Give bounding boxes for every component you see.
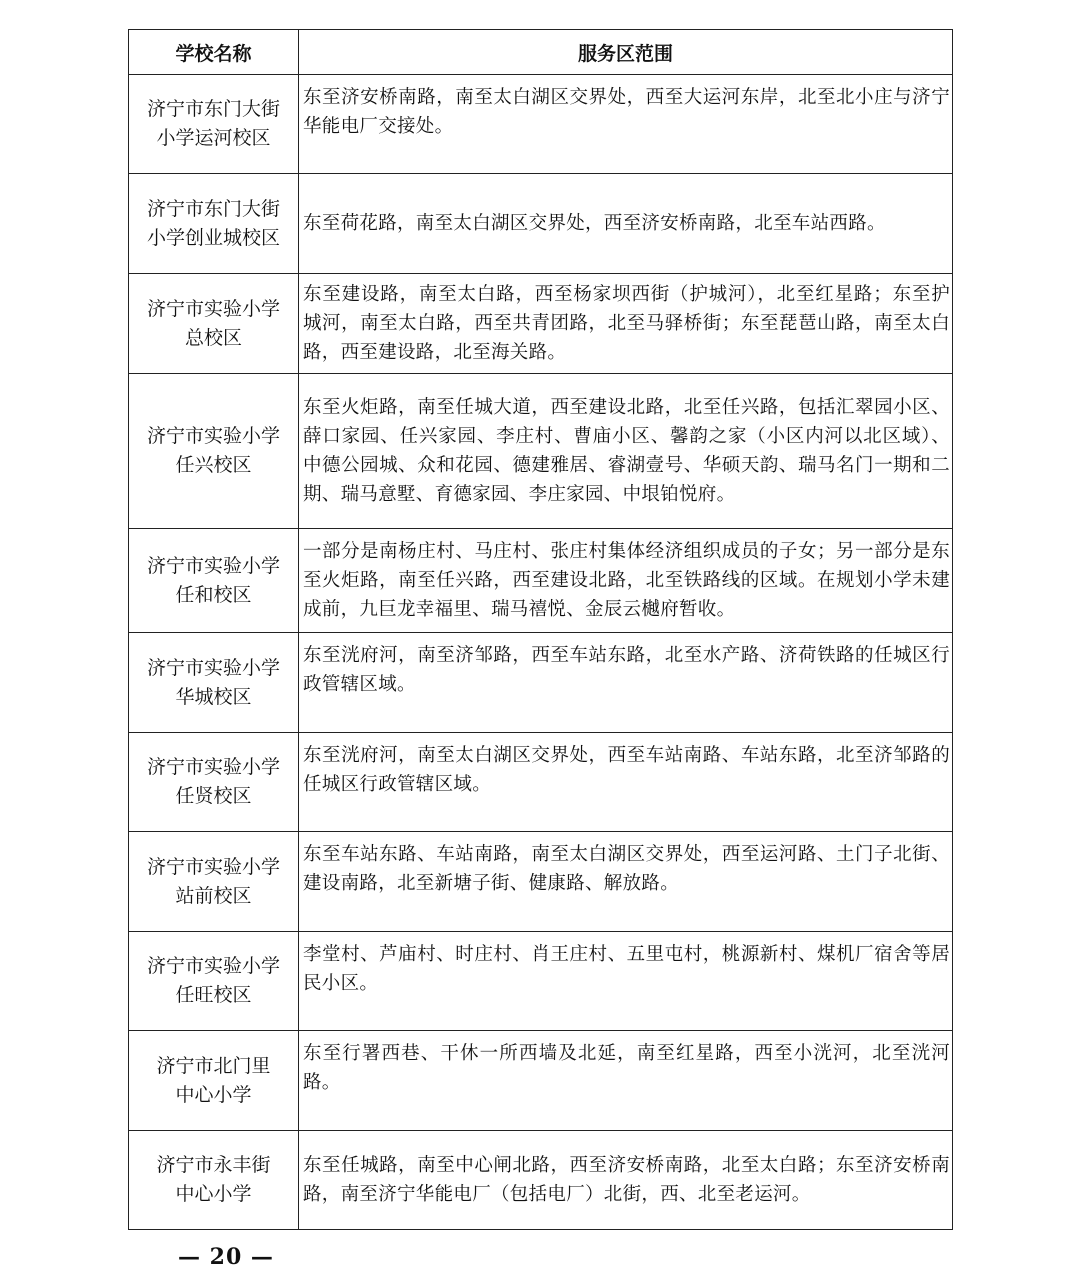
school-name-line: 任贤校区	[175, 785, 252, 807]
school-name-cell	[129, 75, 299, 174]
service-area-cell: 东至行署西巷、干休一所西墙及北延，南至红星路，西至小洸河，北至洸河路。	[299, 1031, 953, 1131]
school-name-line: 济宁市实验小学	[146, 656, 280, 679]
school-name-line: 济宁市北门里	[156, 1054, 271, 1077]
service-area-cell: 东至荷花路，南至太白湖区交界处，西至济安桥南路，北至车站西路。	[299, 174, 953, 274]
school-name-line: 济宁市东门大街	[146, 98, 280, 120]
service-area-cell: 东至洸府河，南至太白湖区交界处，西至车站南路、车站东路，北至济邹路的任城区行政管辖区域。	[299, 733, 953, 832]
table-row	[129, 633, 953, 733]
school-name-cell	[129, 374, 299, 529]
service-area-cell: 一部分是南杨庄村、马庄村、张庄村集体经济组织成员的子女；另一部分是东至火炬路，南至任兴路，西至建设北路，北至铁路线的区域。在规划小学未建成前，九巨龙幸福里、瑞马禧悦、金辰云樾府暂收。	[299, 529, 953, 633]
school-name-line: 济宁市永丰街	[156, 1154, 271, 1176]
table-row	[129, 274, 953, 374]
school-name-line: 总校区	[184, 326, 242, 349]
document-page	[128, 29, 952, 1230]
school-name-cell	[129, 932, 299, 1031]
service-area-cell: 东至济安桥南路，南至太白湖区交界处，西至大运河东岸，北至北小庄与济宁华能电厂交接处。	[299, 75, 953, 174]
page-number: — 20 —	[178, 1244, 274, 1270]
service-area-cell: 东至火炬路，南至任城大道，西至建设北路，北至任兴路，包括汇翠园小区、薛口家园、任兴家园、李庄村、曹庙小区、馨韵之家（小区内河以北区域）、中德公园城、众和花园、德建雅居、睿湖壹号、华硕天韵、瑞马名门一期和二期、瑞马意墅、育德家园、李庄家园、中垠铂悦府。	[299, 374, 953, 529]
table-header-row	[129, 30, 953, 75]
service-area-cell: 东至洸府河，南至济邹路，西至车站东路，北至水产路、济荷铁路的任城区行政管辖区域。	[299, 633, 953, 733]
school-name-line: 任和校区	[175, 583, 252, 606]
school-name-cell	[129, 832, 299, 932]
table-row	[129, 1131, 953, 1230]
service-area-cell: 东至车站东路、车站南路，南至太白湖区交界处，西至运河路、土门子北街、建设南路，北至新塘子街、健康路、解放路。	[299, 832, 953, 932]
table-row	[129, 174, 953, 274]
school-name-line: 站前校区	[175, 884, 252, 907]
school-name-line: 任兴校区	[175, 454, 252, 476]
school-name-line: 济宁市实验小学	[146, 855, 280, 878]
table-row	[129, 1031, 953, 1131]
service-area-cell: 东至建设路，南至太白路，西至杨家坝西街（护城河），北至红星路；东至护城河，南至太白路，西至共青团路，北至马驿桥街；东至琵琶山路，南至太白路，西至建设路，北至海关路。	[299, 274, 953, 374]
school-name-cell	[129, 174, 299, 274]
school-name-cell	[129, 733, 299, 832]
table-row	[129, 733, 953, 832]
school-name-cell	[129, 274, 299, 374]
school-name-line: 华城校区	[175, 685, 252, 708]
service-area-table	[128, 29, 953, 1230]
table-row	[129, 932, 953, 1031]
header-school-name: 学校名称	[129, 30, 299, 75]
school-name-line: 小学创业城校区	[146, 226, 280, 249]
school-name-line: 济宁市实验小学	[146, 955, 280, 977]
table-row	[129, 374, 953, 529]
header-service-area: 服务区范围	[299, 30, 953, 75]
school-name-cell	[129, 529, 299, 633]
school-name-line: 中心小学	[175, 1183, 252, 1205]
school-name-line: 济宁市实验小学	[146, 297, 280, 320]
school-name-line: 小学运河校区	[156, 127, 271, 149]
school-name-cell	[129, 1131, 299, 1230]
school-name-line: 济宁市实验小学	[146, 425, 280, 447]
school-name-line: 中心小学	[175, 1083, 252, 1106]
school-name-line: 济宁市实验小学	[146, 756, 280, 778]
school-name-cell	[129, 633, 299, 733]
table-row	[129, 75, 953, 174]
table-row	[129, 832, 953, 932]
service-area-cell: 东至任城路，南至中心闸北路，西至济安桥南路，北至太白路；东至济安桥南路，南至济宁华能电厂（包括电厂）北街，西、北至老运河。	[299, 1131, 953, 1230]
school-name-cell	[129, 1031, 299, 1131]
school-name-line: 济宁市实验小学	[146, 554, 280, 577]
table-row	[129, 529, 953, 633]
school-name-line: 任旺校区	[175, 984, 252, 1006]
service-area-cell: 李堂村、芦庙村、时庄村、肖王庄村、五里屯村，桃源新村、煤机厂宿舍等居民小区。	[299, 932, 953, 1031]
school-name-line: 济宁市东门大街	[146, 197, 280, 220]
